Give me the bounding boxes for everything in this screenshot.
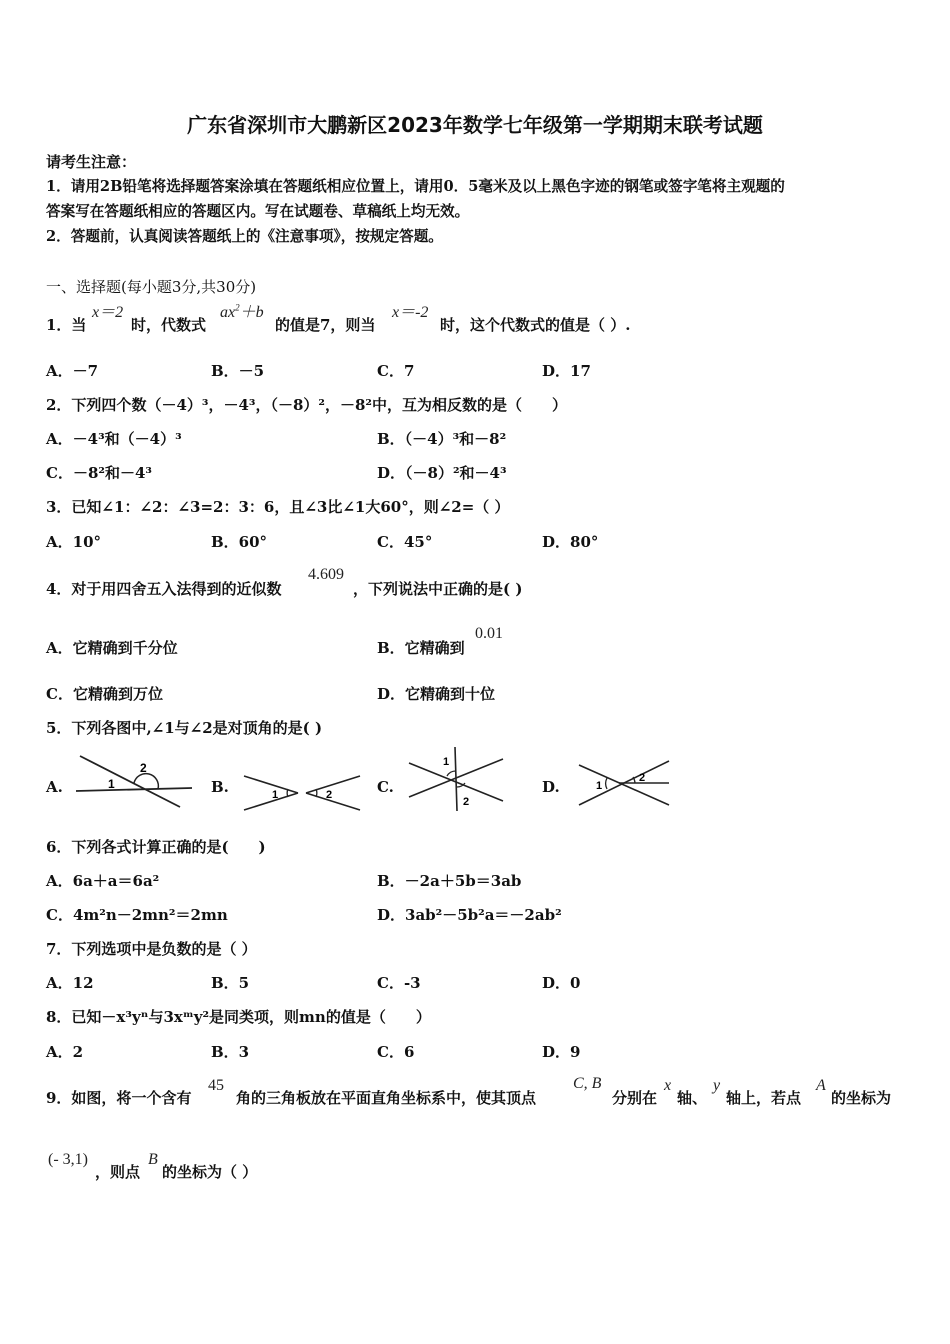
q3-option-b: B．60° (211, 533, 268, 551)
q5-figure-a (72, 752, 194, 810)
q8-option-a: A．2 (46, 1043, 84, 1061)
q6-option-c: C．4m²n－2mn²＝2mn (46, 906, 228, 924)
q2-option-a: A．－4³和（－4）³ (46, 430, 182, 448)
q9-math-3: x (664, 1077, 672, 1094)
q4-stem-1: 4．对于用四舍五入法得到的近似数 (46, 580, 282, 598)
q9-stem-2: 角的三角板放在平面直角坐标系中，使其顶点 (236, 1089, 537, 1107)
q7-option-d: D．0 (542, 974, 581, 992)
q1-option-b: B．－5 (211, 362, 265, 380)
q1-math-2a: ax (220, 304, 236, 321)
q6-option-d: D．3ab²－5b²a＝－2ab² (377, 906, 562, 924)
q3-option-d: D．80° (542, 533, 599, 551)
page-title: 广东省深圳市大鹏新区2023年数学七年级第一学期期末联考试题 (187, 113, 763, 137)
q5-stem: 5．下列各图中,∠1与∠2是对顶角的是( ) (46, 719, 323, 737)
q6-stem: 6．下列各式计算正确的是( ) (46, 838, 266, 856)
q1-stem-2: 时，代数式 (131, 316, 207, 334)
q5-b-angle-2: 2 (326, 789, 333, 801)
q5-label-a: A. (46, 778, 63, 796)
q3-option-a: A．10° (46, 533, 102, 551)
q5-d-angle-2: 2 (639, 772, 646, 784)
q1-option-c: C．7 (377, 362, 415, 380)
q1-stem-3: 的值是7，则当 (275, 316, 376, 334)
q5-figure-d (575, 755, 671, 811)
q5-a-angle-1: 1 (108, 777, 115, 791)
notice-line-1a: 1．请用2B铅笔将选择题答案涂填在答题纸相应位置上，请用0．5毫米及以上黑色字迹的钢笔或签字笔将主观题的 (46, 178, 785, 195)
q5-label-c: C. (377, 778, 394, 796)
q4-option-b: B．它精确到 (377, 639, 465, 657)
q2-option-c: C．－8²和－4³ (46, 464, 152, 482)
q7-stem: 7．下列选项中是负数的是（ ） (46, 940, 257, 958)
q4-stem-2: ，下列说法中正确的是( ) (353, 580, 523, 598)
q5-d-angle-1: 1 (596, 780, 603, 792)
q1-math-2 (220, 303, 264, 322)
q7-option-b: B．5 (211, 974, 250, 992)
q7-option-a: A．12 (46, 974, 94, 992)
section-heading: 一、选择题(每小题3分,共30分) (46, 278, 257, 296)
q9-math-5: A (816, 1077, 826, 1094)
q8-option-b: B．3 (211, 1043, 250, 1061)
q1-math-2-sup: 2 (235, 302, 240, 313)
q9-math-4: y (713, 1077, 721, 1094)
q4-option-d: D．它精确到十位 (377, 685, 496, 703)
q9-stem-3: 分别在 (612, 1089, 658, 1107)
q2-option-b: B．（－4）³和－8² (377, 430, 507, 448)
q1-option-d: D．17 (542, 362, 591, 380)
q1-math-1: x＝2 (92, 304, 124, 321)
q6-option-b: B．－2a＋5b＝3ab (377, 872, 522, 890)
q2-option-d: D．（－8）²和－4³ (377, 464, 507, 482)
q4-option-c: C．它精确到万位 (46, 685, 163, 703)
q4-option-b-math: 0.01 (475, 625, 503, 642)
q9-math-6: (- 3,1) (48, 1151, 88, 1168)
notice-line-1b: 答案写在答题纸相应的答题区内。写在试题卷、草稿纸上均无效。 (46, 203, 470, 220)
q9-math-7: B (148, 1151, 158, 1168)
q5-figure-c (405, 745, 505, 813)
q1-stem-4: 时，这个代数式的值是（ ）. (440, 316, 631, 334)
q9-stem-5: 轴上，若点 (726, 1089, 802, 1107)
q8-stem: 8．已知－x³yⁿ与3xᵐy²是同类项，则mn的值是（ ） (46, 1008, 431, 1026)
q4-math-1: 4.609 (308, 566, 344, 583)
q9-stem-4: 轴、 (677, 1089, 708, 1107)
q5-c-angle-2: 2 (463, 796, 470, 808)
q8-option-c: C．6 (377, 1043, 415, 1061)
q9-stem-8: 的坐标为（ ） (162, 1163, 258, 1181)
q5-figure-b (240, 770, 364, 814)
q3-stem: 3．已知∠1：∠2：∠3=2：3：6，且∠3比∠1大60°，则∠2=（ ） (46, 498, 510, 516)
q9-stem-6: 的坐标为 (831, 1089, 892, 1107)
notice-line-2: 2．答题前，认真阅读答题纸上的《注意事项》，按规定答题。 (46, 228, 443, 245)
q1-stem-1: 1．当 (46, 316, 87, 334)
q7-option-c: C．-3 (377, 974, 421, 992)
q1-math-2b: ＋b (239, 304, 264, 321)
q5-label-b: B. (211, 778, 229, 796)
q5-b-angle-1: 1 (272, 789, 279, 801)
q8-option-d: D．9 (542, 1043, 581, 1061)
q1-option-a: A．－7 (46, 362, 99, 380)
q5-c-angle-1: 1 (443, 756, 450, 768)
q9-math-1: 45 (208, 1077, 224, 1094)
q4-option-a: A．它精确到千分位 (46, 639, 178, 657)
q6-option-a: A．6a＋a＝6a² (46, 872, 160, 890)
q5-label-d: D. (542, 778, 560, 796)
q9-stem-1: 9．如图，将一个含有 (46, 1089, 192, 1107)
q5-a-angle-2: 2 (140, 761, 147, 775)
q2-stem: 2．下列四个数（－4）³，－4³，（－8）²，－8²中，互为相反数的是（ ） (46, 396, 567, 414)
q1-math-3: x＝-2 (392, 304, 429, 321)
notice-heading: 请考生注意： (46, 153, 137, 171)
q3-option-c: C．45° (377, 533, 433, 551)
q9-stem-7: ，则点 (95, 1163, 141, 1181)
q9-math-2: C, B (573, 1075, 602, 1092)
